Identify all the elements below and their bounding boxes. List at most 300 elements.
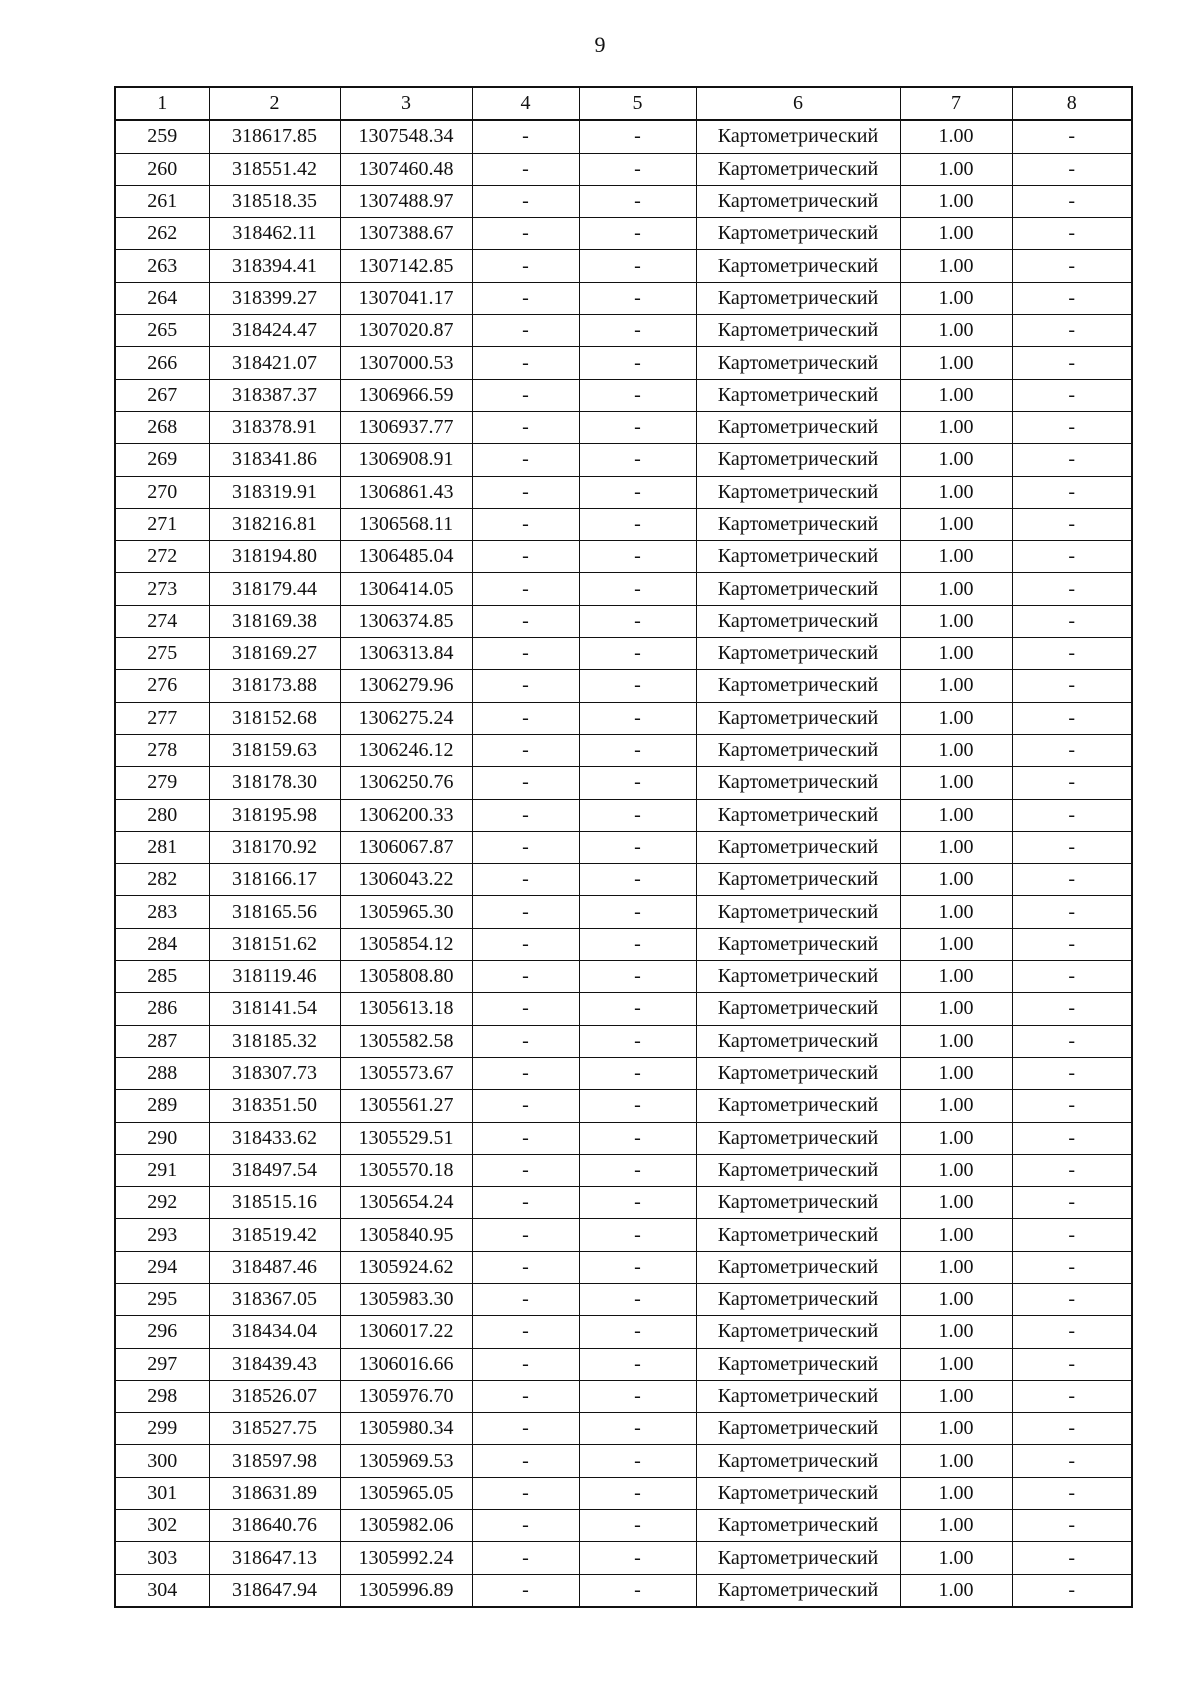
x-coordinate-cell: 318367.05: [209, 1283, 340, 1315]
y-coordinate-cell: 1305976.70: [340, 1380, 472, 1412]
column-8-cell: -: [1012, 1445, 1132, 1477]
column-4-cell: -: [472, 961, 579, 993]
accuracy-cell: 1.00: [900, 896, 1012, 928]
y-coordinate-cell: 1305982.06: [340, 1510, 472, 1542]
column-4-cell: -: [472, 476, 579, 508]
column-4-cell: -: [472, 444, 579, 476]
y-coordinate-cell: 1306313.84: [340, 638, 472, 670]
table-row: [115, 508, 1132, 540]
column-5-cell: -: [579, 379, 696, 411]
column-4-cell: -: [472, 1380, 579, 1412]
table-row: [115, 1413, 1132, 1445]
point-number-cell: 284: [115, 928, 209, 960]
y-coordinate-cell: 1306908.91: [340, 444, 472, 476]
y-coordinate-cell: 1306017.22: [340, 1316, 472, 1348]
column-5-cell: -: [579, 218, 696, 250]
column-4-cell: -: [472, 347, 579, 379]
x-coordinate-cell: 318487.46: [209, 1251, 340, 1283]
y-coordinate-cell: 1305965.30: [340, 896, 472, 928]
x-coordinate-cell: 318341.86: [209, 444, 340, 476]
page-number: 9: [594, 32, 606, 57]
column-4-cell: -: [472, 411, 579, 443]
column-8-cell: -: [1012, 1090, 1132, 1122]
x-coordinate-cell: 318319.91: [209, 476, 340, 508]
x-coordinate-cell: 318597.98: [209, 1445, 340, 1477]
column-5-cell: -: [579, 993, 696, 1025]
point-number-cell: 301: [115, 1477, 209, 1509]
point-number-cell: 290: [115, 1122, 209, 1154]
y-coordinate-cell: 1307548.34: [340, 120, 472, 153]
table-row: [115, 218, 1132, 250]
column-8-cell: -: [1012, 508, 1132, 540]
column-4-cell: -: [472, 1251, 579, 1283]
method-cell: Картометрический: [696, 218, 900, 250]
y-coordinate-cell: 1307020.87: [340, 315, 472, 347]
column-8-cell: -: [1012, 1477, 1132, 1509]
y-coordinate-cell: 1307460.48: [340, 153, 472, 185]
y-coordinate-cell: 1305965.05: [340, 1477, 472, 1509]
column-4-cell: -: [472, 541, 579, 573]
column-8-cell: -: [1012, 1187, 1132, 1219]
y-coordinate-cell: 1305996.89: [340, 1574, 472, 1607]
accuracy-cell: 1.00: [900, 1542, 1012, 1574]
accuracy-cell: 1.00: [900, 1090, 1012, 1122]
point-number-cell: 282: [115, 864, 209, 896]
column-4-cell: -: [472, 379, 579, 411]
table-row: [115, 1348, 1132, 1380]
column-4-cell: -: [472, 993, 579, 1025]
accuracy-cell: 1.00: [900, 831, 1012, 863]
column-8-cell: -: [1012, 541, 1132, 573]
accuracy-cell: 1.00: [900, 411, 1012, 443]
point-number-cell: 277: [115, 702, 209, 734]
column-4-cell: -: [472, 1510, 579, 1542]
table-row: [115, 444, 1132, 476]
accuracy-cell: 1.00: [900, 670, 1012, 702]
y-coordinate-cell: 1306374.85: [340, 605, 472, 637]
table-row: [115, 638, 1132, 670]
column-8-cell: -: [1012, 734, 1132, 766]
accuracy-cell: 1.00: [900, 282, 1012, 314]
column-8-cell: -: [1012, 1510, 1132, 1542]
x-coordinate-cell: 318526.07: [209, 1380, 340, 1412]
column-4-cell: -: [472, 896, 579, 928]
accuracy-cell: 1.00: [900, 1348, 1012, 1380]
point-number-cell: 286: [115, 993, 209, 1025]
column-4-cell: -: [472, 638, 579, 670]
column-5-cell: -: [579, 702, 696, 734]
accuracy-cell: 1.00: [900, 702, 1012, 734]
point-number-cell: 281: [115, 831, 209, 863]
accuracy-cell: 1.00: [900, 1574, 1012, 1607]
point-number-cell: 304: [115, 1574, 209, 1607]
column-8-cell: -: [1012, 444, 1132, 476]
table-row: [115, 1445, 1132, 1477]
table-row: [115, 993, 1132, 1025]
x-coordinate-cell: 318166.17: [209, 864, 340, 896]
method-cell: Картометрический: [696, 1283, 900, 1315]
table-row: [115, 411, 1132, 443]
x-coordinate-cell: 318152.68: [209, 702, 340, 734]
column-4-cell: -: [472, 185, 579, 217]
point-number-cell: 272: [115, 541, 209, 573]
point-number-cell: 294: [115, 1251, 209, 1283]
point-number-cell: 292: [115, 1187, 209, 1219]
column-8-cell: -: [1012, 896, 1132, 928]
column-8-cell: -: [1012, 831, 1132, 863]
column-header: 2: [209, 87, 340, 120]
table-row: [115, 573, 1132, 605]
table-row: [115, 120, 1132, 153]
x-coordinate-cell: 318151.62: [209, 928, 340, 960]
column-4-cell: -: [472, 864, 579, 896]
x-coordinate-cell: 318433.62: [209, 1122, 340, 1154]
column-4-cell: -: [472, 1348, 579, 1380]
column-4-cell: -: [472, 1574, 579, 1607]
method-cell: Картометрический: [696, 928, 900, 960]
column-4-cell: -: [472, 1413, 579, 1445]
column-8-cell: -: [1012, 1283, 1132, 1315]
point-number-cell: 275: [115, 638, 209, 670]
column-4-cell: -: [472, 573, 579, 605]
column-5-cell: -: [579, 476, 696, 508]
accuracy-cell: 1.00: [900, 541, 1012, 573]
accuracy-cell: 1.00: [900, 379, 1012, 411]
x-coordinate-cell: 318119.46: [209, 961, 340, 993]
point-number-cell: 287: [115, 1025, 209, 1057]
column-4-cell: -: [472, 1090, 579, 1122]
accuracy-cell: 1.00: [900, 1057, 1012, 1089]
table-row: [115, 1542, 1132, 1574]
y-coordinate-cell: 1305582.58: [340, 1025, 472, 1057]
column-4-cell: -: [472, 282, 579, 314]
x-coordinate-cell: 318169.38: [209, 605, 340, 637]
point-number-cell: 259: [115, 120, 209, 153]
accuracy-cell: 1.00: [900, 1413, 1012, 1445]
y-coordinate-cell: 1307142.85: [340, 250, 472, 282]
table-row: [115, 379, 1132, 411]
x-coordinate-cell: 318647.13: [209, 1542, 340, 1574]
y-coordinate-cell: 1306016.66: [340, 1348, 472, 1380]
column-4-cell: -: [472, 1025, 579, 1057]
column-8-cell: -: [1012, 379, 1132, 411]
method-cell: Картометрический: [696, 638, 900, 670]
column-5-cell: -: [579, 347, 696, 379]
column-8-cell: -: [1012, 638, 1132, 670]
y-coordinate-cell: 1306067.87: [340, 831, 472, 863]
column-5-cell: -: [579, 1219, 696, 1251]
method-cell: Картометрический: [696, 1219, 900, 1251]
column-5-cell: -: [579, 120, 696, 153]
y-coordinate-cell: 1305529.51: [340, 1122, 472, 1154]
y-coordinate-cell: 1305654.24: [340, 1187, 472, 1219]
method-cell: Картометрический: [696, 573, 900, 605]
column-5-cell: -: [579, 767, 696, 799]
y-coordinate-cell: 1305840.95: [340, 1219, 472, 1251]
column-8-cell: -: [1012, 670, 1132, 702]
accuracy-cell: 1.00: [900, 1445, 1012, 1477]
column-4-cell: -: [472, 1122, 579, 1154]
accuracy-cell: 1.00: [900, 1154, 1012, 1186]
table-row: [115, 670, 1132, 702]
x-coordinate-cell: 318434.04: [209, 1316, 340, 1348]
column-4-cell: -: [472, 1057, 579, 1089]
table-row: [115, 928, 1132, 960]
method-cell: Картометрический: [696, 250, 900, 282]
y-coordinate-cell: 1307041.17: [340, 282, 472, 314]
y-coordinate-cell: 1305570.18: [340, 1154, 472, 1186]
accuracy-cell: 1.00: [900, 315, 1012, 347]
column-header: 7: [900, 87, 1012, 120]
column-header: 8: [1012, 87, 1132, 120]
y-coordinate-cell: 1306246.12: [340, 734, 472, 766]
method-cell: Картометрический: [696, 670, 900, 702]
method-cell: Картометрический: [696, 1025, 900, 1057]
column-5-cell: -: [579, 896, 696, 928]
point-number-cell: 268: [115, 411, 209, 443]
x-coordinate-cell: 318173.88: [209, 670, 340, 702]
column-8-cell: -: [1012, 605, 1132, 637]
table-row: [115, 1380, 1132, 1412]
y-coordinate-cell: 1306937.77: [340, 411, 472, 443]
point-number-cell: 303: [115, 1542, 209, 1574]
point-number-cell: 302: [115, 1510, 209, 1542]
table-row: [115, 315, 1132, 347]
column-5-cell: -: [579, 961, 696, 993]
column-4-cell: -: [472, 734, 579, 766]
method-cell: Картометрический: [696, 153, 900, 185]
column-5-cell: -: [579, 1283, 696, 1315]
y-coordinate-cell: 1305561.27: [340, 1090, 472, 1122]
table-row: [115, 250, 1132, 282]
method-cell: Картометрический: [696, 961, 900, 993]
column-5-cell: -: [579, 1348, 696, 1380]
column-5-cell: -: [579, 1251, 696, 1283]
column-4-cell: -: [472, 250, 579, 282]
accuracy-cell: 1.00: [900, 250, 1012, 282]
point-number-cell: 297: [115, 1348, 209, 1380]
column-4-cell: -: [472, 1283, 579, 1315]
x-coordinate-cell: 318515.16: [209, 1187, 340, 1219]
y-coordinate-cell: 1305969.53: [340, 1445, 472, 1477]
column-5-cell: -: [579, 864, 696, 896]
point-number-cell: 295: [115, 1283, 209, 1315]
accuracy-cell: 1.00: [900, 185, 1012, 217]
x-coordinate-cell: 318216.81: [209, 508, 340, 540]
accuracy-cell: 1.00: [900, 961, 1012, 993]
y-coordinate-cell: 1306250.76: [340, 767, 472, 799]
column-8-cell: -: [1012, 993, 1132, 1025]
y-coordinate-cell: 1306568.11: [340, 508, 472, 540]
method-cell: Картометрический: [696, 1187, 900, 1219]
point-number-cell: 265: [115, 315, 209, 347]
y-coordinate-cell: 1306485.04: [340, 541, 472, 573]
point-number-cell: 262: [115, 218, 209, 250]
column-8-cell: -: [1012, 411, 1132, 443]
method-cell: Картометрический: [696, 508, 900, 540]
accuracy-cell: 1.00: [900, 605, 1012, 637]
column-4-cell: -: [472, 1477, 579, 1509]
point-number-cell: 279: [115, 767, 209, 799]
method-cell: Картометрический: [696, 767, 900, 799]
accuracy-cell: 1.00: [900, 993, 1012, 1025]
y-coordinate-cell: 1305980.34: [340, 1413, 472, 1445]
table-row: [115, 961, 1132, 993]
method-cell: Картометрический: [696, 799, 900, 831]
column-4-cell: -: [472, 120, 579, 153]
x-coordinate-cell: 318170.92: [209, 831, 340, 863]
point-number-cell: 285: [115, 961, 209, 993]
method-cell: Картометрический: [696, 1251, 900, 1283]
accuracy-cell: 1.00: [900, 1380, 1012, 1412]
x-coordinate-cell: 318551.42: [209, 153, 340, 185]
column-4-cell: -: [472, 702, 579, 734]
column-4-cell: -: [472, 508, 579, 540]
table-row: [115, 1477, 1132, 1509]
method-cell: Картометрический: [696, 1445, 900, 1477]
column-4-cell: -: [472, 767, 579, 799]
accuracy-cell: 1.00: [900, 573, 1012, 605]
column-header: 6: [696, 87, 900, 120]
point-number-cell: 288: [115, 1057, 209, 1089]
point-number-cell: 283: [115, 896, 209, 928]
column-5-cell: -: [579, 508, 696, 540]
method-cell: Картометрический: [696, 702, 900, 734]
column-8-cell: -: [1012, 1413, 1132, 1445]
x-coordinate-cell: 318617.85: [209, 120, 340, 153]
table-row: [115, 605, 1132, 637]
column-8-cell: -: [1012, 864, 1132, 896]
x-coordinate-cell: 318640.76: [209, 1510, 340, 1542]
point-number-cell: 270: [115, 476, 209, 508]
column-5-cell: -: [579, 1380, 696, 1412]
accuracy-cell: 1.00: [900, 767, 1012, 799]
point-number-cell: 293: [115, 1219, 209, 1251]
table-row: [115, 347, 1132, 379]
y-coordinate-cell: 1306861.43: [340, 476, 472, 508]
table-row: [115, 541, 1132, 573]
x-coordinate-cell: 318394.41: [209, 250, 340, 282]
method-cell: Картометрический: [696, 1348, 900, 1380]
accuracy-cell: 1.00: [900, 1510, 1012, 1542]
column-5-cell: -: [579, 444, 696, 476]
y-coordinate-cell: 1306279.96: [340, 670, 472, 702]
point-number-cell: 269: [115, 444, 209, 476]
column-4-cell: -: [472, 153, 579, 185]
method-cell: Картометрический: [696, 1574, 900, 1607]
column-5-cell: -: [579, 1057, 696, 1089]
accuracy-cell: 1.00: [900, 444, 1012, 476]
table-row: [115, 799, 1132, 831]
accuracy-cell: 1.00: [900, 864, 1012, 896]
accuracy-cell: 1.00: [900, 1122, 1012, 1154]
method-cell: Картометрический: [696, 347, 900, 379]
column-8-cell: -: [1012, 1348, 1132, 1380]
column-5-cell: -: [579, 1025, 696, 1057]
x-coordinate-cell: 318141.54: [209, 993, 340, 1025]
column-8-cell: -: [1012, 476, 1132, 508]
column-5-cell: -: [579, 1316, 696, 1348]
accuracy-cell: 1.00: [900, 638, 1012, 670]
method-cell: Картометрический: [696, 1380, 900, 1412]
y-coordinate-cell: 1306414.05: [340, 573, 472, 605]
table-row: [115, 1057, 1132, 1089]
x-coordinate-cell: 318647.94: [209, 1574, 340, 1607]
column-5-cell: -: [579, 734, 696, 766]
y-coordinate-cell: 1306966.59: [340, 379, 472, 411]
column-8-cell: -: [1012, 1057, 1132, 1089]
method-cell: Картометрический: [696, 315, 900, 347]
column-5-cell: -: [579, 573, 696, 605]
table-header-row: [115, 87, 1132, 120]
x-coordinate-cell: 318497.54: [209, 1154, 340, 1186]
accuracy-cell: 1.00: [900, 1283, 1012, 1315]
method-cell: Картометрический: [696, 1057, 900, 1089]
column-5-cell: -: [579, 541, 696, 573]
x-coordinate-cell: 318185.32: [209, 1025, 340, 1057]
accuracy-cell: 1.00: [900, 218, 1012, 250]
accuracy-cell: 1.00: [900, 1251, 1012, 1283]
accuracy-cell: 1.00: [900, 1187, 1012, 1219]
x-coordinate-cell: 318631.89: [209, 1477, 340, 1509]
y-coordinate-cell: 1305573.67: [340, 1057, 472, 1089]
table-row: [115, 831, 1132, 863]
column-5-cell: -: [579, 1510, 696, 1542]
y-coordinate-cell: 1307488.97: [340, 185, 472, 217]
column-header: 1: [115, 87, 209, 120]
point-number-cell: 278: [115, 734, 209, 766]
column-5-cell: -: [579, 1090, 696, 1122]
column-4-cell: -: [472, 928, 579, 960]
column-5-cell: -: [579, 831, 696, 863]
accuracy-cell: 1.00: [900, 799, 1012, 831]
x-coordinate-cell: 318169.27: [209, 638, 340, 670]
column-8-cell: -: [1012, 1122, 1132, 1154]
table-row: [115, 1122, 1132, 1154]
y-coordinate-cell: 1305992.24: [340, 1542, 472, 1574]
column-5-cell: -: [579, 1477, 696, 1509]
x-coordinate-cell: 318519.42: [209, 1219, 340, 1251]
column-8-cell: -: [1012, 1025, 1132, 1057]
column-8-cell: -: [1012, 1219, 1132, 1251]
column-5-cell: -: [579, 185, 696, 217]
column-4-cell: -: [472, 218, 579, 250]
table-row: [115, 1025, 1132, 1057]
accuracy-cell: 1.00: [900, 1316, 1012, 1348]
method-cell: Картометрический: [696, 1090, 900, 1122]
column-4-cell: -: [472, 605, 579, 637]
point-number-cell: 271: [115, 508, 209, 540]
column-8-cell: -: [1012, 282, 1132, 314]
column-5-cell: -: [579, 1574, 696, 1607]
column-8-cell: -: [1012, 799, 1132, 831]
column-4-cell: -: [472, 1445, 579, 1477]
column-5-cell: -: [579, 1445, 696, 1477]
method-cell: Картометрический: [696, 379, 900, 411]
column-4-cell: -: [472, 799, 579, 831]
accuracy-cell: 1.00: [900, 347, 1012, 379]
column-8-cell: -: [1012, 347, 1132, 379]
method-cell: Картометрический: [696, 1510, 900, 1542]
method-cell: Картометрический: [696, 1122, 900, 1154]
column-5-cell: -: [579, 799, 696, 831]
method-cell: Картометрический: [696, 411, 900, 443]
x-coordinate-cell: 318527.75: [209, 1413, 340, 1445]
x-coordinate-cell: 318194.80: [209, 541, 340, 573]
x-coordinate-cell: 318518.35: [209, 185, 340, 217]
accuracy-cell: 1.00: [900, 1477, 1012, 1509]
column-4-cell: -: [472, 1219, 579, 1251]
